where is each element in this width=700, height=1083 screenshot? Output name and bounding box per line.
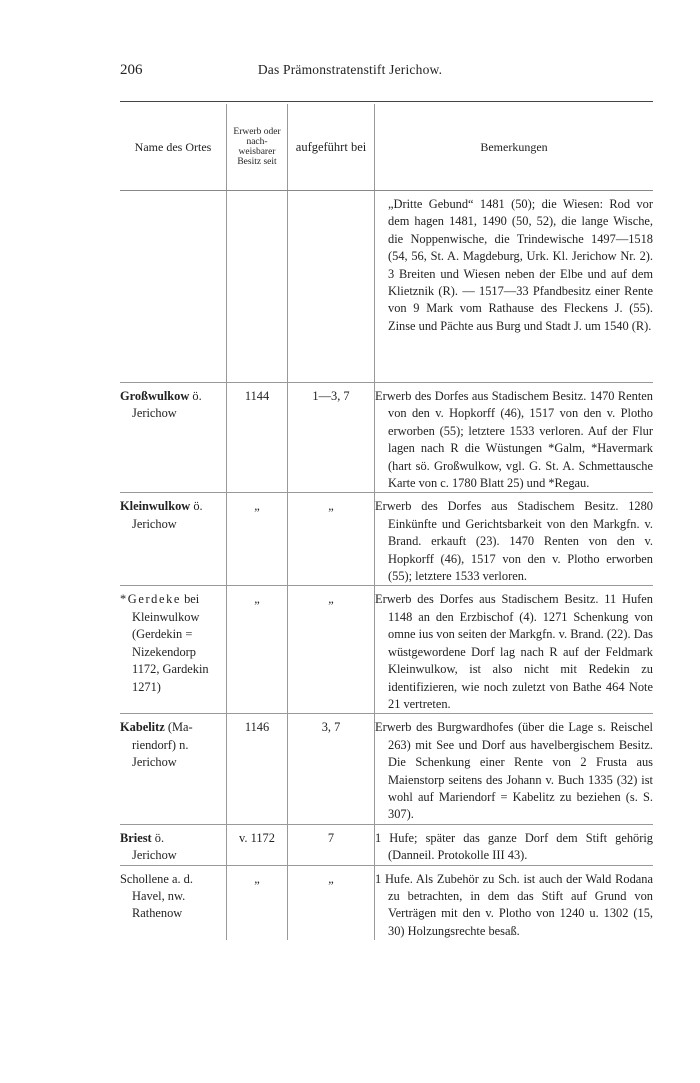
remarks-text: Erwerb des Dorfes aus Stadischem Besitz. 1470 Renten von den v. Hopkorff (46), 1517 von den v. Plotho erworben (55); letztere 1533 verloren. Auf der Flur lagen nach R die Wüstungen *Galm, *Havermark (hart sö. Großwulkow, vgl. G. St. A. Schmettausche Karte von c. 1780 Blatt 25) und *Regau. (375, 389, 653, 491)
remarks-cell (375, 383, 654, 493)
page-number: 206 (120, 62, 143, 78)
remarks-text: Erwerb des Dorfes aus Stadischem Besitz. 11 Hufen 1148 an den Erzbischof (4). 1271 Schenkung von omne ius von seiten der Markgfn. v. Brand. (22). Das wüstgewordene Dorf lag nach R auf der Feldmark Kleinwulkow, ist also nicht mit Redekin zu identifizieren, wie noch zuletzt von Bathe 464 Note 21 vertreten. (375, 592, 653, 711)
remarks-text: Erwerb des Burgwardhofes (über die Lage s. Reischel 263) mit See und Dorf aus havelbergischem Besitz. Die Schenkung einer Rente von 2 Frusta aus Maienstorp seitens des Johann v. Buch 1335 (32) ist wohl auf Mariendorf = Kabelitz zu beziehen (s. S. 307). (375, 720, 653, 822)
table-row (120, 493, 653, 586)
place-direction: (Ma- (164, 720, 193, 735)
table-row (120, 824, 653, 865)
acquired-cell: 1144 (227, 383, 288, 493)
listed-cell: 1—3, 7 (288, 383, 375, 493)
place-cell (120, 493, 227, 586)
place-sub: Havel, nw. Rathenow (132, 888, 186, 921)
remarks-cell: „Dritte Gebund“ 1481 (50); die Wiesen: Rod vor dem hagen 1481, 1490 (50, 52), die lange Wische, die Noppenwische, die Trindewische 1497—1518 (54, 56, St. A. Magdeburg, Urk. Kl. Jerichow Nr. 2). 3 Breiten und Wiesen neben der Elbe und auf dem Klietznik (R). — 1517—33 Pfandbesitz einer Rente von 9 Mark vom Rathause des Fleckens J. (55). Zinse und Pächte aus Burg und Stadt J. um 1540 (R). (375, 191, 654, 383)
property-table (120, 104, 653, 940)
place-cell (120, 824, 227, 865)
remarks-cell (375, 714, 654, 824)
table-row (120, 383, 653, 493)
table-row (120, 191, 653, 383)
remarks-text: Erwerb des Dorfes aus Stadischem Besitz. 1280 Einkünfte und Gerichtsbarkeit von den Markgfn. v. Brand. erkauft (23). 1470 Renten von den v. Hopkorff (46), 1517 von den v. Plotho erworben (55); letztere 1533 verloren. (375, 499, 653, 584)
place-cell (120, 191, 227, 383)
acquired-cell: 1146 (227, 714, 288, 824)
place-direction: bei (180, 592, 200, 607)
place-sub: Jerichow (132, 516, 177, 531)
listed-cell: 7 (288, 824, 375, 865)
remarks-cell (375, 493, 654, 586)
place-sub: Kleinwulkow (Gerdekin = Nizekendorp 1172, Gardekin 1271) (132, 609, 209, 694)
table-header-row (120, 104, 653, 191)
remarks-text: 1 Hufe. Als Zubehör zu Sch. ist auch der Wald Rodana zu betrachten, in dem das Stift auf Grund von Verträgen mit den v. Plotho von 1240 u. 1302 (15, 30) Holzungsrechte besaß. (375, 871, 653, 938)
listed-cell (288, 191, 375, 383)
place-sub: Jerichow (132, 848, 177, 863)
place-direction: ö. (190, 499, 203, 514)
place-sub: riendorf) n. Jerichow (132, 737, 189, 770)
place-name: Briest (120, 830, 152, 845)
place-cell (120, 383, 227, 493)
table-row (120, 714, 653, 824)
place-name: Kleinwulkow (120, 499, 191, 514)
listed-cell: „ (288, 493, 375, 586)
place-name: Großwulkow (120, 389, 190, 403)
acquired-cell: „ (227, 865, 288, 940)
place-name: *Gerdeke (120, 592, 181, 607)
place-name: Kabelitz (120, 720, 165, 735)
header-listed: aufgeführt bei (288, 104, 375, 191)
place-cell (120, 865, 227, 940)
place-sub: Jerichow (132, 406, 177, 421)
listed-cell: „ (288, 586, 375, 714)
acquired-cell: „ (227, 493, 288, 586)
listed-cell: „ (288, 865, 375, 940)
place-direction: ö. (189, 389, 202, 403)
remarks-cell (375, 865, 654, 940)
acquired-cell: „ (227, 586, 288, 714)
header-name: Name des Ortes (120, 104, 227, 191)
remarks-cell (375, 586, 654, 714)
running-title: Das Prämonstratenstift Jerichow. (257, 62, 443, 77)
table-row (120, 865, 653, 940)
header-remarks: Bemerkungen (375, 104, 654, 191)
place-cell (120, 586, 227, 714)
remarks-text: 1 Hufe; später das ganze Dorf dem Stift gehörig (Danneil. Protokolle III 43). (375, 830, 653, 863)
place-name: Schollene a. d. (120, 871, 193, 886)
listed-cell: 3, 7 (288, 714, 375, 824)
acquired-cell (227, 191, 288, 383)
top-rule (120, 101, 653, 102)
table-row (120, 586, 653, 714)
acquired-cell: v. 1172 (227, 824, 288, 865)
remarks-cell (375, 824, 654, 865)
place-direction: ö. (151, 830, 165, 845)
place-cell (120, 714, 227, 824)
header-acquired: Erwerb oder nach- weisbarer Besitz seit (227, 104, 288, 191)
